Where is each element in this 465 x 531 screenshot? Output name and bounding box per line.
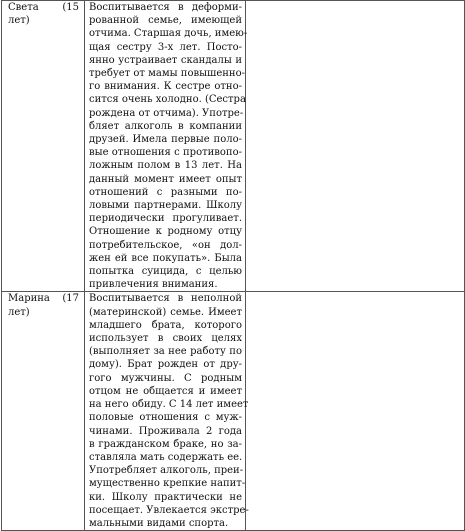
- name-cell: [2, 292, 85, 531]
- name-line: Света (15: [8, 2, 79, 13]
- description-line: янно устраивает скандалы и: [89, 54, 242, 66]
- description-line: щая сестру 3-х лет. Посто-: [89, 41, 242, 53]
- description-line: ловыми партнерами. Школу: [89, 200, 242, 212]
- description-line: отцом не общается и имеет: [89, 385, 242, 397]
- description-cell: [85, 1, 246, 292]
- description-line: Отношение к родному отцу: [89, 226, 242, 238]
- description-line: вые отношения с противопо-: [89, 147, 242, 159]
- description-line: попытка суицида, с целью: [89, 266, 242, 278]
- description-line: привлечения внимания.: [89, 279, 218, 291]
- description-line: требует от мамы повышенно-: [89, 68, 245, 80]
- description-line: данный момент имеет опыт: [89, 173, 242, 185]
- empty-cell: [246, 292, 465, 531]
- description-line: друзей. Имела первые поло-: [89, 134, 242, 146]
- person-description: [85, 1, 248, 291]
- description-line: (выполняет за нее работу по: [89, 346, 242, 358]
- description-line: отношений с разными по-: [89, 186, 242, 198]
- description-line: чинами. Проживала 2 года: [89, 425, 242, 437]
- description-line: Употребляет алкоголь, преи-: [89, 465, 244, 477]
- person-description: [85, 292, 249, 530]
- description-line: отчима. Старшая дочь, имею-: [89, 28, 248, 40]
- description-line: ложным полом в 13 лет. На: [89, 160, 242, 172]
- description-line: гого мужчины. С родным: [89, 372, 242, 384]
- description-line: младшего брата, которого: [89, 319, 242, 331]
- description-line: (материнской) семье. Имеет: [89, 306, 242, 318]
- profiles-table: [1, 0, 465, 531]
- description-line: на него обиду. С 14 лет имеет: [89, 399, 249, 411]
- description-line: мальными видами спорта.: [89, 517, 229, 529]
- description-line: го внимания. К сестре отно-: [89, 81, 242, 93]
- description-cell: [85, 292, 249, 531]
- description-line: периодически прогуливает.: [89, 213, 242, 225]
- table-row: [2, 292, 465, 531]
- empty-cell: [246, 1, 465, 292]
- description-line: Воспитывается в неполной: [89, 293, 242, 305]
- name-line: лет): [8, 15, 30, 27]
- description-line: потребительское, «он дол-: [89, 239, 242, 251]
- description-line: сится очень холодно. (Сестра: [89, 94, 246, 106]
- description-line: половые отношения с муж-: [89, 412, 242, 424]
- person-name: [2, 1, 84, 27]
- name-line: Марина (17: [8, 293, 79, 305]
- description-line: дому). Брат рожден от дру-: [89, 359, 242, 371]
- description-line: мущественно крепкие напит-: [89, 478, 246, 490]
- name-cell: [2, 1, 85, 292]
- description-line: ставляла мать содержать ее.: [89, 451, 243, 463]
- description-line: ки. Школу практически не: [89, 491, 242, 503]
- description-line: Воспитывается в деформи-: [89, 2, 242, 13]
- name-line: лет): [8, 306, 30, 318]
- description-line: жен ей все покупать». Была: [89, 252, 242, 264]
- description-line: бляет алкоголь в компании: [89, 120, 242, 132]
- table-row: [2, 1, 465, 292]
- description-line: использует в своих целях: [89, 333, 242, 345]
- person-name: [2, 292, 84, 318]
- description-line: рождена от отчима). Употре-: [89, 107, 244, 119]
- description-line: посещает. Увлекается экстре-: [89, 504, 249, 516]
- description-line: рованной семье, имеющей: [89, 15, 242, 27]
- description-line: в гражданском браке, но за-: [89, 438, 242, 450]
